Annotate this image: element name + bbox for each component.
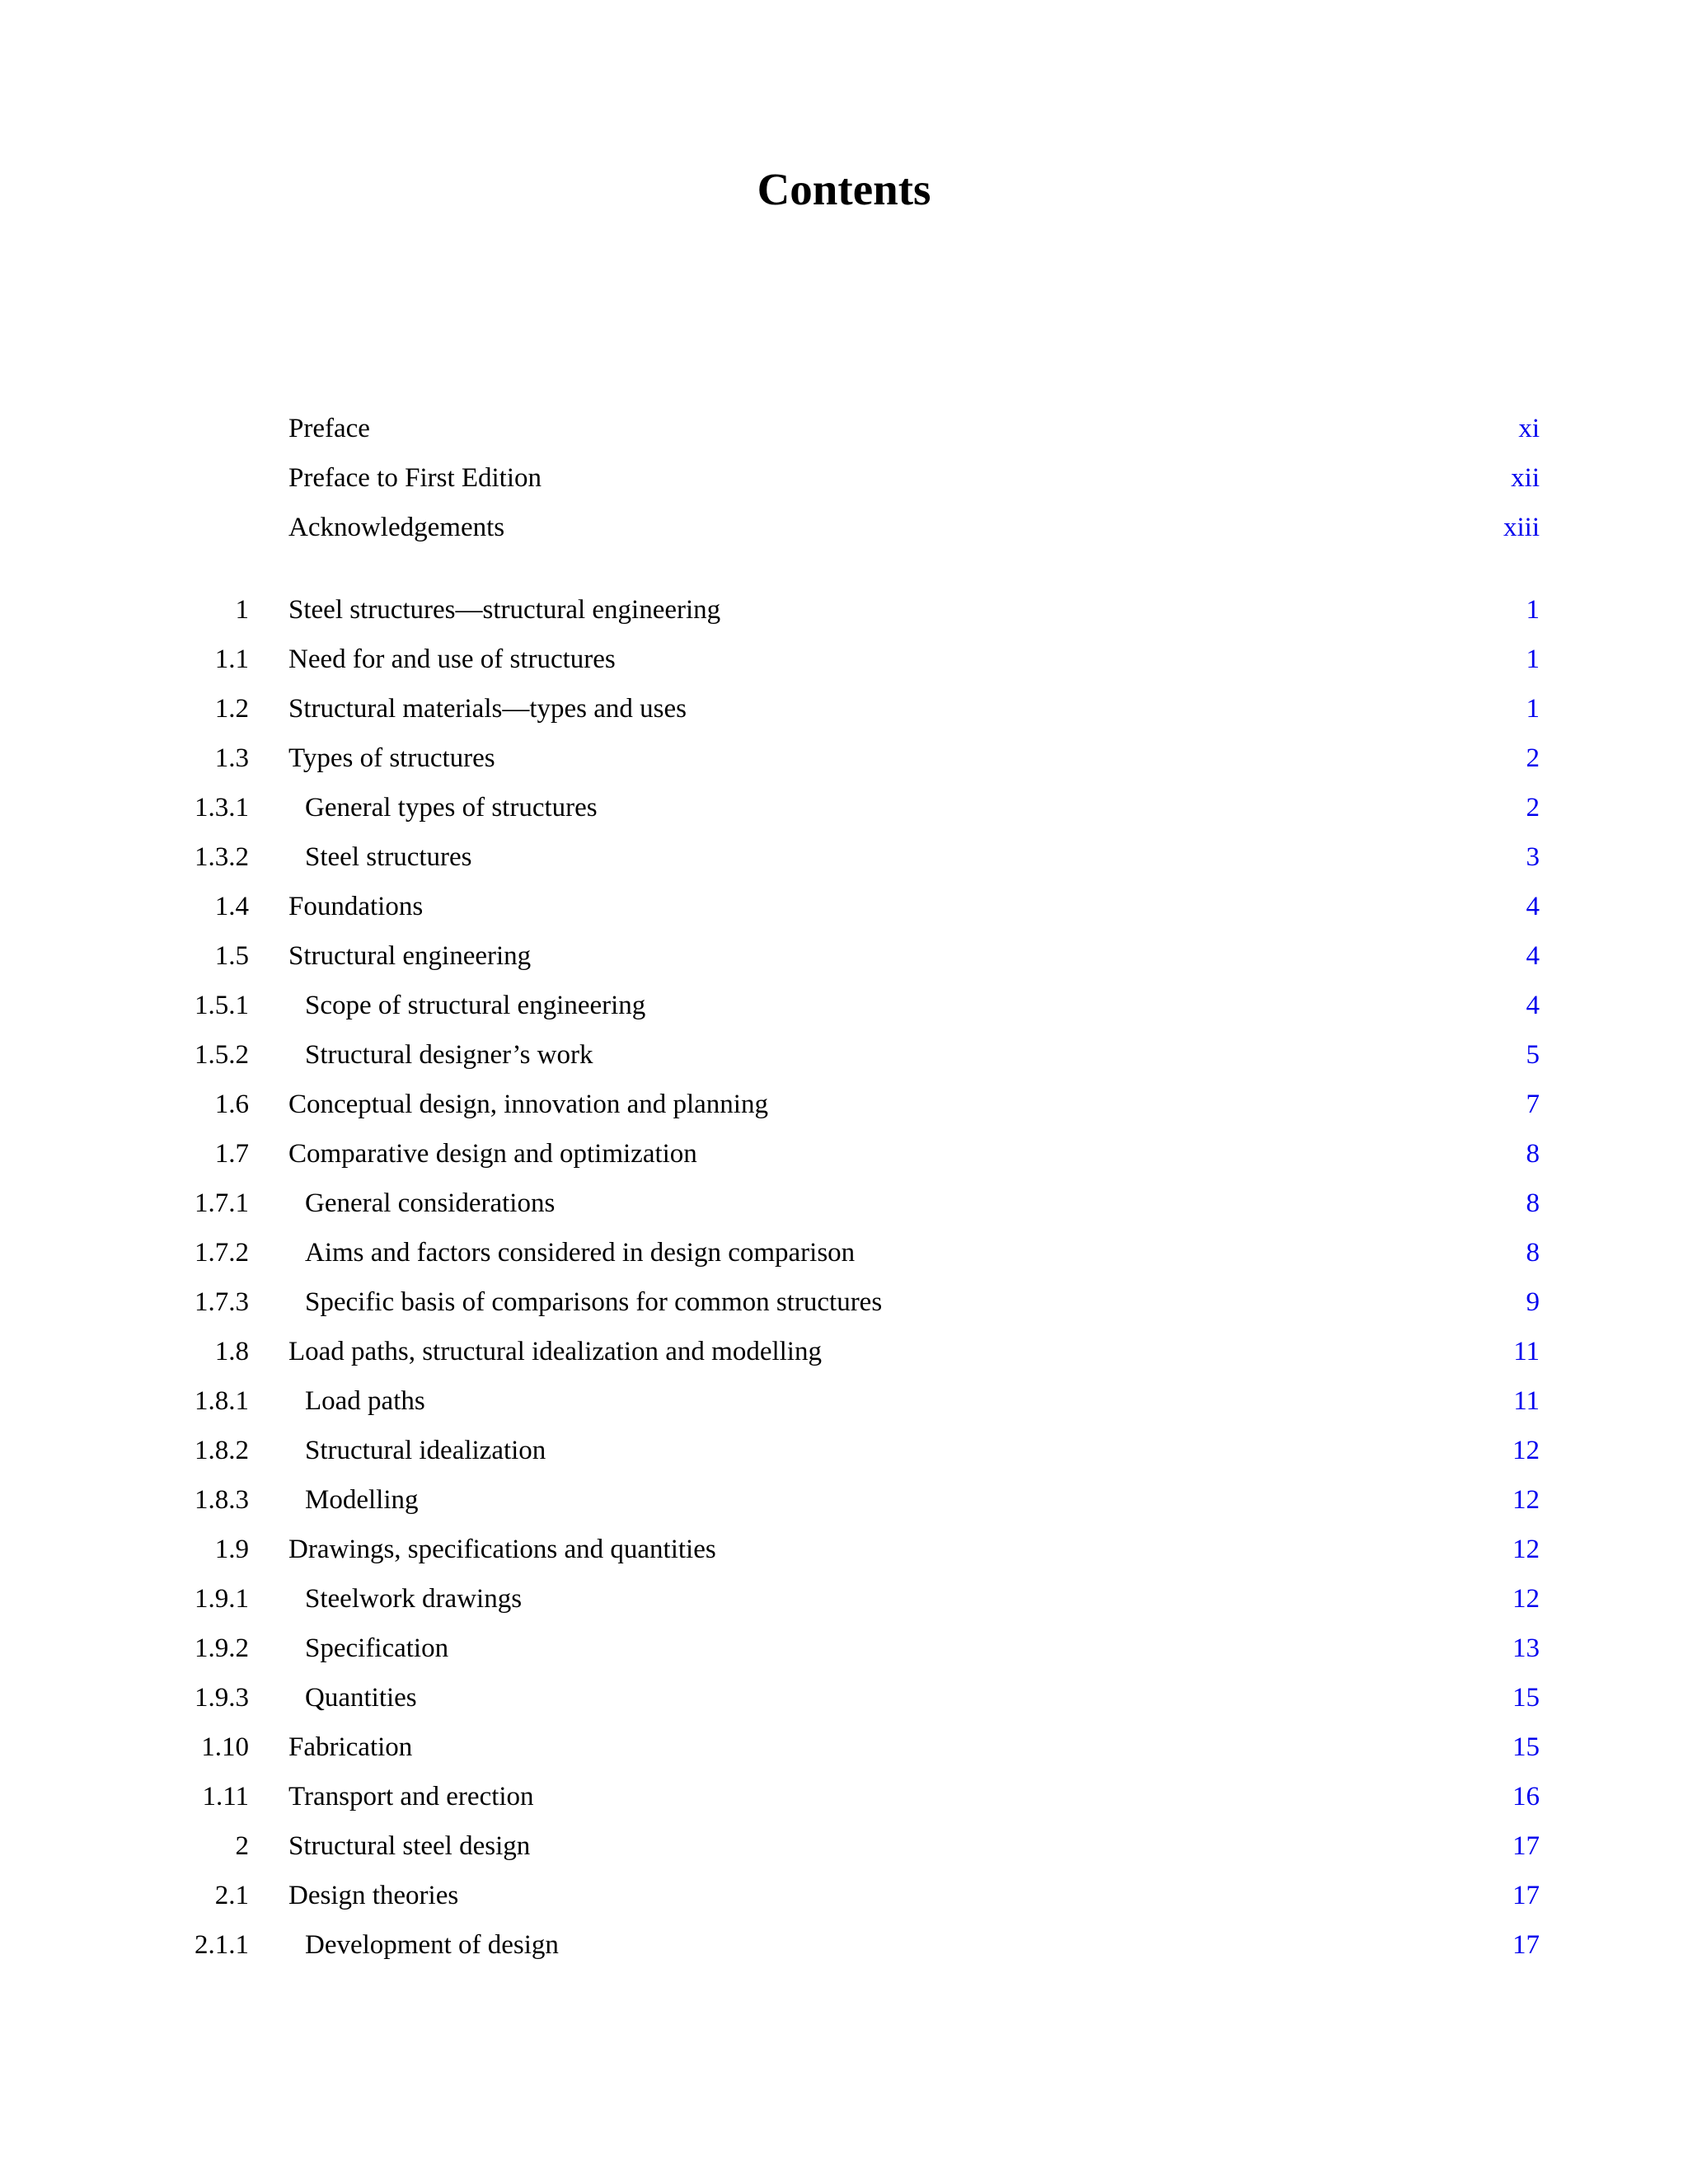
- page-number-link[interactable]: 12: [1512, 1436, 1540, 1465]
- page-number-link[interactable]: 17: [1512, 1831, 1540, 1861]
- section-title: General considerations: [305, 1188, 556, 1218]
- section-title: Preface to First Edition: [288, 463, 542, 493]
- section-number: 1.5.2: [195, 1040, 249, 1070]
- toc-entry-row: [0, 684, 1688, 733]
- page-title: Contents: [757, 164, 931, 214]
- page-number-link[interactable]: 8: [1526, 1238, 1540, 1268]
- toc-entry-row: [0, 931, 1688, 981]
- page-number-link[interactable]: 1: [1526, 644, 1540, 674]
- toc-entry-row: [0, 981, 1688, 1030]
- toc-entry-row: [0, 1624, 1688, 1673]
- section-title: Structural materials—types and uses: [288, 694, 687, 724]
- page-number-link[interactable]: 2: [1526, 793, 1540, 823]
- page-number-link[interactable]: 12: [1512, 1485, 1540, 1515]
- section-title: Transport and erection: [288, 1782, 534, 1811]
- toc-entry-row: [0, 832, 1688, 882]
- page-number-link[interactable]: 4: [1526, 991, 1540, 1020]
- section-number: 1.9.2: [195, 1633, 249, 1663]
- section-title: Load paths, structural idealization and modelling: [288, 1337, 822, 1366]
- section-title: Foundations: [288, 892, 424, 921]
- toc-entry-row: [0, 1179, 1688, 1228]
- toc-entry-row: [0, 1475, 1688, 1525]
- page-number-link[interactable]: 4: [1526, 941, 1540, 971]
- section-title: Steel structures—structural engineering: [288, 595, 721, 625]
- section-number: 1.4: [214, 892, 249, 921]
- page-number-link[interactable]: 8: [1526, 1188, 1540, 1218]
- section-title: Specific basis of comparisons for common structures: [305, 1287, 883, 1317]
- section-title: Structural designer’s work: [305, 1040, 593, 1070]
- page-number-link[interactable]: 3: [1526, 842, 1540, 872]
- page-number-link[interactable]: 13: [1512, 1633, 1540, 1663]
- toc-entry-row: [0, 1574, 1688, 1624]
- section-number: 1.8: [214, 1337, 249, 1366]
- page-number-link[interactable]: 15: [1512, 1683, 1540, 1713]
- toc-entry-row: [0, 1277, 1688, 1327]
- page-number-link[interactable]: 12: [1512, 1584, 1540, 1614]
- section-number: 1.9: [214, 1535, 249, 1564]
- front-matter-row: [0, 404, 1688, 453]
- section-number: 1.6: [214, 1090, 249, 1119]
- toc-entry-row: [0, 1030, 1688, 1080]
- section-number: 1.7.3: [195, 1287, 249, 1317]
- page-number-link[interactable]: 11: [1513, 1337, 1540, 1366]
- toc-entry-row: [0, 733, 1688, 783]
- section-title: Scope of structural engineering: [305, 991, 646, 1020]
- toc-entry-row: [0, 1129, 1688, 1179]
- section-title: Structural steel design: [288, 1831, 531, 1861]
- section-number: 1.8.2: [195, 1436, 249, 1465]
- section-number: 1.3.2: [195, 842, 249, 872]
- section-title: Structural idealization: [305, 1436, 546, 1465]
- toc-entry-row: [0, 1722, 1688, 1772]
- section-number: 2.1.1: [195, 1930, 249, 1960]
- toc-entry-row: [0, 1920, 1688, 1970]
- section-number: 1.2: [214, 694, 249, 724]
- section-title: Comparative design and optimization: [288, 1139, 697, 1169]
- section-number: 1.8.3: [195, 1485, 249, 1515]
- page-number-link[interactable]: 12: [1512, 1535, 1540, 1564]
- section-title: Quantities: [305, 1683, 417, 1713]
- section-title: Structural engineering: [288, 941, 532, 971]
- section-title: Types of structures: [288, 743, 495, 773]
- page-number-link[interactable]: 8: [1526, 1139, 1540, 1169]
- toc-entry-row: [0, 1327, 1688, 1376]
- toc-entry-row: [0, 1080, 1688, 1129]
- page-number-link[interactable]: 1: [1526, 694, 1540, 724]
- page-number-link[interactable]: 11: [1513, 1386, 1540, 1416]
- section-number: 1.9.1: [195, 1584, 249, 1614]
- section-title: Development of design: [305, 1930, 559, 1960]
- toc-entry-row: [0, 1673, 1688, 1722]
- page-number-link[interactable]: 9: [1526, 1287, 1540, 1317]
- section-title: Aims and factors considered in design comparison: [305, 1238, 856, 1268]
- toc-entry-row: [0, 1376, 1688, 1426]
- section-number: 2.1: [214, 1881, 249, 1910]
- section-title: General types of structures: [305, 793, 598, 823]
- page-number-link[interactable]: xi: [1518, 414, 1540, 443]
- section-number: 1.5: [214, 941, 249, 971]
- section-number: 2: [235, 1831, 249, 1861]
- front-matter-row: [0, 453, 1688, 503]
- toc-entry-row: [0, 1426, 1688, 1475]
- section-title: Preface: [288, 414, 370, 443]
- page-number-link[interactable]: 15: [1512, 1732, 1540, 1762]
- toc-entry-row: [0, 585, 1688, 635]
- page-number-link[interactable]: 1: [1526, 595, 1540, 625]
- section-title: Fabrication: [288, 1732, 413, 1762]
- page-number-link[interactable]: 7: [1526, 1090, 1540, 1119]
- section-number: 1.8.1: [195, 1386, 249, 1416]
- section-number: 1.1: [214, 644, 249, 674]
- front-matter-row: [0, 503, 1688, 552]
- page-number-link[interactable]: 16: [1512, 1782, 1540, 1811]
- section-title: Drawings, specifications and quantities: [288, 1535, 716, 1564]
- page-number-link[interactable]: xiii: [1503, 513, 1540, 542]
- section-number: 1.5.1: [195, 991, 249, 1020]
- toc-entry-row: [0, 1871, 1688, 1920]
- section-number: 1.7.1: [195, 1188, 249, 1218]
- section-number: 1.10: [201, 1732, 249, 1762]
- section-title: Conceptual design, innovation and planning: [288, 1090, 768, 1119]
- section-title: Design theories: [288, 1881, 459, 1910]
- section-number: 1.11: [202, 1782, 249, 1811]
- section-number: 1.7: [214, 1139, 249, 1169]
- page-number-link[interactable]: xii: [1511, 463, 1540, 493]
- toc-entry-row: [0, 635, 1688, 684]
- page-number-link[interactable]: 2: [1526, 743, 1540, 773]
- toc-entry-row: [0, 1525, 1688, 1574]
- section-title: Steelwork drawings: [305, 1584, 523, 1614]
- section-number: 1.3.1: [195, 793, 249, 823]
- toc-entry-row: [0, 1772, 1688, 1821]
- section-number: 1.3: [214, 743, 249, 773]
- section-number: 1: [235, 595, 249, 625]
- section-title: Need for and use of structures: [288, 644, 616, 674]
- section-title: Load paths: [305, 1386, 425, 1416]
- section-number: 1.7.2: [195, 1238, 249, 1268]
- page-number-link[interactable]: 17: [1512, 1930, 1540, 1960]
- section-title: Specification: [305, 1633, 449, 1663]
- toc-entry-row: [0, 783, 1688, 832]
- toc-entry-row: [0, 882, 1688, 931]
- toc-entry-row: [0, 1821, 1688, 1871]
- toc-entry-row: [0, 1228, 1688, 1277]
- section-title: Steel structures: [305, 842, 472, 872]
- section-title: Modelling: [305, 1485, 419, 1515]
- page-number-link[interactable]: 17: [1512, 1881, 1540, 1910]
- page-number-link[interactable]: 4: [1526, 892, 1540, 921]
- page-number-link[interactable]: 5: [1526, 1040, 1540, 1070]
- section-title: Acknowledgements: [288, 513, 505, 542]
- section-number: 1.9.3: [195, 1683, 249, 1713]
